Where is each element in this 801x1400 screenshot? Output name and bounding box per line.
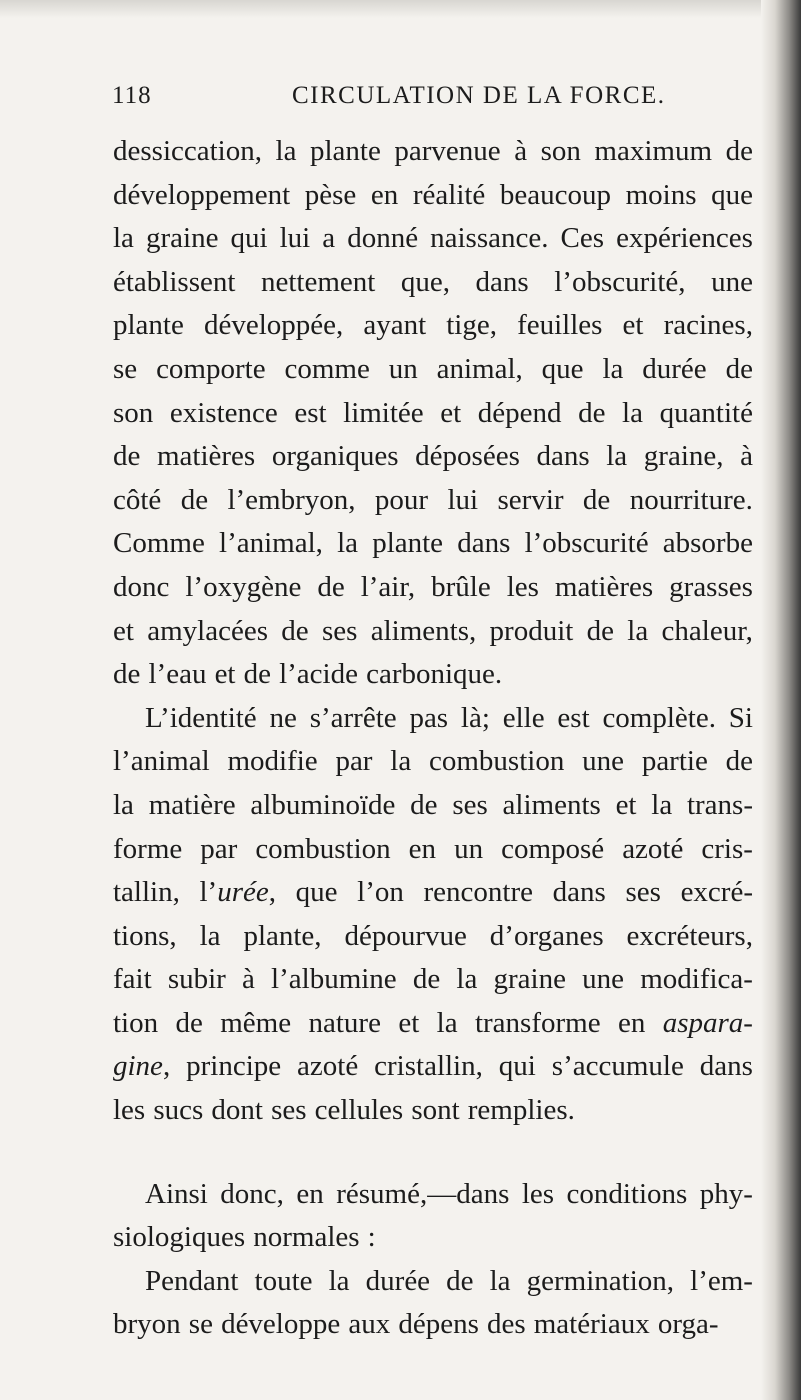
word: que (295, 876, 338, 909)
word: et (440, 396, 462, 429)
word: subir (167, 963, 226, 996)
word: ses (452, 788, 488, 821)
word: donc (113, 570, 170, 603)
word: combustion (255, 832, 391, 865)
word: une (582, 963, 625, 996)
word: rencontre (423, 876, 534, 909)
word: combustion (429, 745, 565, 778)
text-line (113, 828, 753, 872)
word: azoté (622, 832, 684, 865)
word: en (370, 178, 399, 211)
word: nourriture. (629, 483, 753, 516)
word: durée (365, 1264, 431, 1297)
word: de (113, 440, 141, 473)
word: maximum (594, 135, 713, 167)
page-top-shadow (0, 0, 801, 18)
word: phy- (699, 1177, 753, 1210)
word: aliments, (370, 614, 477, 647)
word: excré- (680, 876, 753, 909)
word: durée (642, 352, 707, 385)
text-line (113, 653, 753, 697)
page-number: 118 (112, 82, 152, 109)
text-line (113, 915, 753, 959)
word: excréteurs, (626, 919, 753, 952)
word: de (180, 483, 209, 516)
text-line (113, 261, 753, 305)
word: conditions (566, 1177, 688, 1210)
word: et (615, 788, 637, 821)
word: complète. (602, 701, 716, 734)
word: produit (489, 614, 574, 647)
word: tige, (446, 309, 497, 342)
word: comme (284, 352, 370, 385)
word: son (113, 396, 154, 429)
word: que, (400, 265, 450, 298)
word: l’air, (360, 570, 416, 603)
word: expériences (616, 222, 753, 255)
word: naissance. (430, 222, 549, 255)
word: nettement (260, 265, 376, 298)
word: partie (641, 745, 708, 778)
word: la (489, 1264, 511, 1297)
word: la (337, 527, 359, 560)
word: les (113, 1094, 146, 1127)
word: lui (279, 222, 311, 255)
word: donné (347, 222, 419, 255)
word: Si (728, 701, 753, 734)
text-line (113, 522, 753, 566)
word: la (456, 963, 478, 996)
word: dont (211, 1094, 263, 1127)
word: l’on (357, 876, 404, 909)
text-line (113, 435, 753, 479)
word: cristallin, (374, 1050, 483, 1083)
word: chaleur, (661, 614, 753, 647)
word: de (410, 788, 438, 821)
word: de (578, 396, 606, 429)
word: nature (308, 1006, 381, 1039)
word: gine, (113, 1050, 171, 1083)
word: se (113, 352, 138, 385)
text-line (113, 1173, 753, 1217)
word: carbonique. (366, 658, 503, 691)
word: la (627, 614, 649, 647)
word: trans- (686, 788, 753, 821)
word: la (275, 135, 297, 167)
text-line (113, 871, 753, 915)
text-line (113, 958, 753, 1002)
word: albuminoïde (250, 788, 396, 821)
word: et (214, 658, 236, 691)
word: a (322, 222, 336, 255)
word: pèse (304, 178, 357, 211)
word: remplies. (467, 1094, 575, 1127)
word: la (113, 222, 134, 255)
word: donc, (220, 1177, 284, 1210)
word: matières (156, 440, 256, 473)
word: toute (254, 1264, 313, 1297)
text-line (113, 1303, 753, 1347)
word: se (188, 1308, 213, 1341)
word: aux (348, 1308, 391, 1341)
word: parvenue (394, 135, 501, 167)
word: composé (501, 832, 605, 865)
word: établissent (113, 265, 236, 298)
text-line (113, 1216, 753, 1260)
text-line (113, 740, 753, 784)
text-line (113, 1089, 753, 1133)
word: : (367, 1221, 376, 1254)
word: Comme (113, 527, 205, 560)
word: dans (536, 440, 590, 473)
word: est (557, 701, 590, 734)
word: matières (554, 570, 654, 603)
word: en (408, 832, 437, 865)
word: l’obscurité (524, 527, 649, 560)
word: l’eau (148, 658, 207, 691)
word: matériaux (533, 1308, 650, 1341)
word: ses (271, 1094, 307, 1127)
word: côté (113, 483, 162, 516)
text-line (113, 1260, 753, 1304)
word: moins (625, 178, 697, 211)
word: l’urée, (199, 876, 276, 909)
word: Ces (560, 222, 605, 255)
text-line (113, 784, 753, 828)
word: dans (457, 527, 511, 560)
word: orga- (657, 1308, 719, 1341)
word: pour (374, 483, 429, 516)
word: est (294, 396, 327, 429)
word: pas (409, 701, 449, 734)
word: de (243, 658, 271, 691)
paragraph-gap (113, 1133, 753, 1173)
word: de (446, 1264, 474, 1297)
word: un (454, 832, 484, 865)
word: l’albumine (271, 963, 397, 996)
word: dépend (477, 396, 562, 429)
word: ses (625, 876, 661, 909)
word: elle (502, 701, 545, 734)
word: même (220, 1006, 292, 1039)
word: par (335, 745, 373, 778)
word: à (514, 135, 528, 167)
text-line (113, 566, 753, 610)
word: résumé,—dans (336, 1177, 510, 1210)
word: déposées (415, 440, 520, 473)
word: à (242, 963, 255, 996)
word: germination, (526, 1264, 675, 1297)
word: graine (145, 222, 219, 255)
text-line (113, 610, 753, 654)
word: ne (269, 701, 297, 734)
word: Pendant (145, 1264, 239, 1297)
word: une (711, 265, 753, 298)
word: les (506, 570, 539, 603)
text-line (113, 130, 753, 174)
word: qui (230, 222, 268, 255)
word: modifica- (640, 963, 753, 996)
word: tions, (113, 919, 177, 952)
word: organiques (271, 440, 399, 473)
word: un (388, 352, 418, 385)
word: tallin, (113, 876, 180, 909)
word: absorbe (662, 527, 753, 560)
word: ayant (363, 309, 427, 342)
word: limitée (343, 396, 424, 429)
word: l’embryon, (227, 483, 356, 516)
word: forme (113, 832, 183, 865)
word: feuilles (517, 309, 603, 342)
word: là; (460, 701, 490, 734)
word: quantité (659, 396, 753, 429)
word: lui (447, 483, 479, 516)
word: principe (186, 1050, 282, 1083)
word: siologiques (113, 1221, 246, 1254)
word: l’animal, (219, 527, 323, 560)
word: des (486, 1308, 526, 1341)
word: fait (113, 963, 152, 996)
word: normales (253, 1221, 360, 1254)
word: qui (498, 1050, 536, 1083)
word: de (582, 483, 611, 516)
word: dépourvue (344, 919, 467, 952)
text-line (113, 392, 753, 436)
word: L’identité (145, 701, 257, 734)
word: l’em- (690, 1264, 753, 1297)
word: animal, (436, 352, 523, 385)
word: grasses (669, 570, 753, 603)
page-edge-shadow (761, 0, 801, 1400)
word: de (113, 658, 141, 691)
text-line (113, 1045, 753, 1089)
word: racines, (663, 309, 753, 342)
word: une (582, 745, 625, 778)
word: modifie (227, 745, 318, 778)
word: la (622, 396, 643, 429)
word: s’accumule (551, 1050, 684, 1083)
word: l’obscurité, (554, 265, 686, 298)
word: de (175, 1006, 203, 1039)
word: amylacées (147, 614, 268, 647)
word: dans (699, 1050, 753, 1083)
word: bryon (113, 1308, 181, 1341)
word: de (725, 135, 753, 167)
word: matière (148, 788, 236, 821)
word: dessiccation, (113, 135, 262, 167)
word: cris- (701, 832, 753, 865)
word: développement (113, 178, 291, 211)
word: de (586, 614, 614, 647)
body-text (113, 130, 753, 1347)
text-line (113, 217, 753, 261)
word: ses (321, 614, 358, 647)
word: de (412, 963, 441, 996)
word: Ainsi (145, 1177, 208, 1210)
word: l’animal (113, 745, 210, 778)
word: la (602, 352, 624, 385)
word: de (725, 352, 753, 385)
word: développe (221, 1308, 341, 1341)
word: développée, (203, 309, 344, 342)
word: en (617, 1006, 646, 1039)
word: la (113, 788, 134, 821)
word: réalité (412, 178, 486, 211)
word: sucs (153, 1094, 204, 1127)
word: que (541, 352, 584, 385)
word: la (436, 1006, 458, 1039)
word: cellules (314, 1094, 404, 1127)
word: dépens (398, 1308, 479, 1341)
text-line (113, 479, 753, 523)
word: aspara- (662, 1006, 753, 1039)
text-line (113, 348, 753, 392)
text-line (113, 1002, 753, 1046)
word: dans (475, 265, 529, 298)
word: par (200, 832, 238, 865)
word: transforme (474, 1006, 601, 1039)
word: comporte (156, 352, 266, 385)
word: brûle (431, 570, 491, 603)
word: plante, (243, 919, 322, 952)
word: et (398, 1006, 420, 1039)
word: en (296, 1177, 324, 1210)
word: son (540, 135, 581, 167)
word: que (711, 178, 753, 211)
word: d’organes (489, 919, 604, 952)
word: et (113, 614, 134, 647)
word: plante (113, 309, 184, 342)
word: plante (372, 527, 444, 560)
word: la (390, 745, 412, 778)
word: à (740, 440, 753, 473)
text-line (113, 697, 753, 741)
word: tion (113, 1006, 159, 1039)
word: de (281, 614, 309, 647)
text-line (113, 304, 753, 348)
word: azoté (297, 1050, 359, 1083)
word: de (725, 745, 753, 778)
word: la (328, 1264, 350, 1297)
word: beaucoup (499, 178, 612, 211)
word: dans (552, 876, 606, 909)
word: la (651, 788, 673, 821)
text-line (113, 174, 753, 218)
word: de (317, 570, 345, 603)
word: l’oxygène (185, 570, 302, 603)
word: s’arrête (309, 701, 397, 734)
word: la (606, 440, 628, 473)
word: les (521, 1177, 555, 1210)
word: aliments (502, 788, 601, 821)
word: graine (493, 963, 566, 996)
page-header (112, 82, 752, 122)
word: servir (497, 483, 564, 516)
running-title: CIRCULATION DE LA FORCE. (292, 82, 666, 109)
word: l’acide (279, 658, 358, 691)
word: existence (169, 396, 278, 429)
word: plante (309, 135, 381, 167)
word: la (199, 919, 221, 952)
word: graine, (643, 440, 724, 473)
word: et (622, 309, 644, 342)
word: sont (411, 1094, 460, 1127)
